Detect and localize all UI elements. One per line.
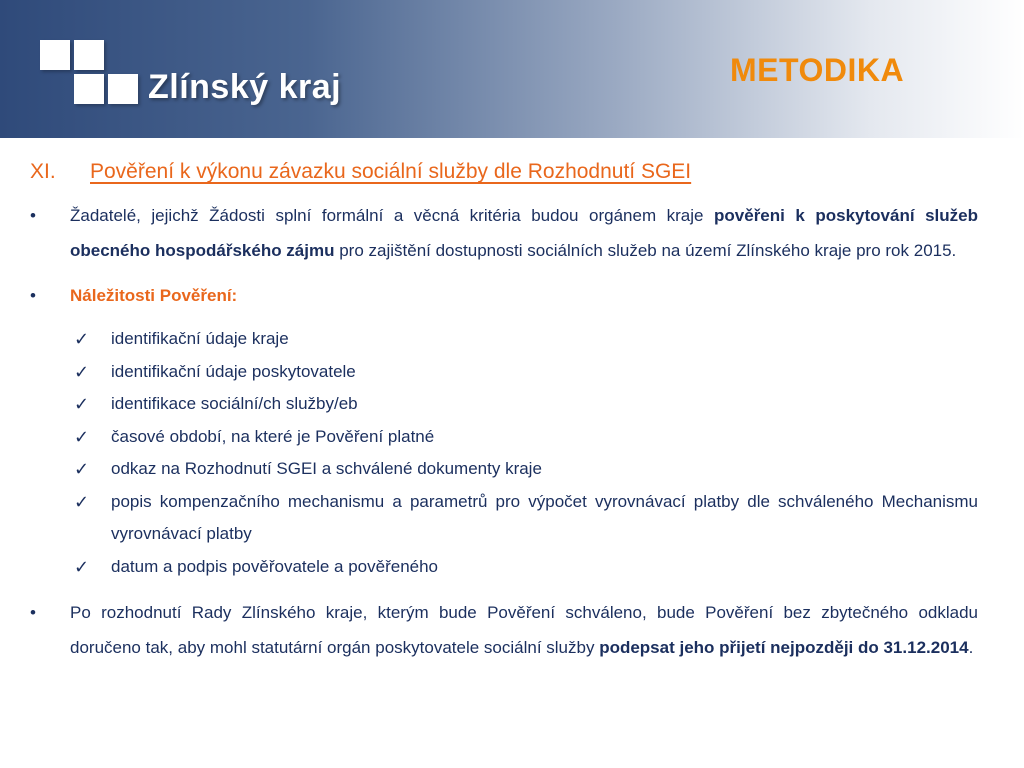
checklist-text: odkaz na Rozhodnutí SGEI a schválené dokumenty kraje — [111, 459, 542, 478]
section-title: Pověření k výkonu závazku sociální služby dle Rozhodnutí SGEI — [90, 160, 692, 183]
checkmark-icon: ✓ — [74, 361, 90, 382]
section-number: XI. — [30, 160, 56, 183]
bullet-item — [30, 595, 978, 665]
bullet-text: Žadatelé, jejichž Žádosti splní formální a věcná kritéria budou orgánem kraje — [70, 206, 715, 225]
checklist-item — [30, 421, 978, 454]
checklist-item — [30, 388, 978, 421]
checklist-text: identifikační údaje poskytovatele — [111, 361, 356, 381]
bullet-label: Náležitosti Pověření: — [70, 286, 238, 305]
checkmark-icon: ✓ — [74, 329, 90, 349]
logo-square-icon — [40, 40, 70, 70]
checkmark-icon: ✓ — [74, 491, 90, 512]
checklist-item — [30, 356, 978, 389]
logo-square-icon — [74, 74, 104, 104]
zlinsky-kraj-logo — [40, 40, 340, 120]
checklist-item — [30, 323, 978, 356]
checklist-text: identifikační údaje kraje — [111, 329, 289, 348]
checklist-text: datum a podpis pověřovatele a pověřeného — [111, 556, 439, 576]
section-heading — [30, 156, 978, 188]
checklist — [30, 323, 978, 583]
checkmark-icon: ✓ — [74, 394, 90, 414]
bullet-icon: • — [30, 286, 36, 305]
slide-content — [30, 156, 978, 675]
bullet-text: Po rozhodnutí Rady Zlínského kraje, kterým bude Pověření schváleno, bude Pověření bez zbytečného odkladu doručeno tak, aby mohl statutární orgán poskytovatele sociální služby — [70, 603, 978, 657]
bullet-text: . — [968, 638, 974, 657]
checkmark-icon: ✓ — [74, 459, 90, 479]
checklist-item — [30, 551, 978, 584]
checklist-text: identifikace sociální/ch služby/eb — [111, 394, 358, 413]
bullet-text: pro zajištění dostupnosti sociálních služeb na území Zlínského kraje pro rok 2015. — [334, 241, 957, 260]
checkmark-icon: ✓ — [74, 426, 90, 447]
bullet-item — [30, 198, 978, 268]
checklist-item — [30, 453, 978, 486]
slide-title: METODIKA — [730, 52, 905, 88]
logo-text: Zlínský kraj — [148, 68, 342, 106]
checkmark-icon: ✓ — [74, 556, 90, 577]
bullet-item — [30, 278, 978, 313]
bullet-icon: • — [30, 603, 36, 622]
bullet-bold-text: pověřeni k poskytování služeb obecného hospodářského zájmu — [70, 206, 978, 260]
bullet-icon: • — [30, 206, 36, 225]
checklist-item — [30, 486, 978, 551]
checklist-text: časové období, na které je Pověření platné — [111, 426, 435, 446]
checklist-text: popis kompenzačního mechanismu a parametrů pro výpočet vyrovnávací platby dle schváleného Mechanismu vyrovnávací platby — [111, 491, 978, 543]
bullet-bold-text: podepsat jeho přijetí nejpozději do 31.12.2014 — [599, 638, 969, 657]
logo-square-icon — [74, 40, 104, 70]
logo-square-icon — [108, 74, 138, 104]
header-banner — [0, 0, 1024, 138]
